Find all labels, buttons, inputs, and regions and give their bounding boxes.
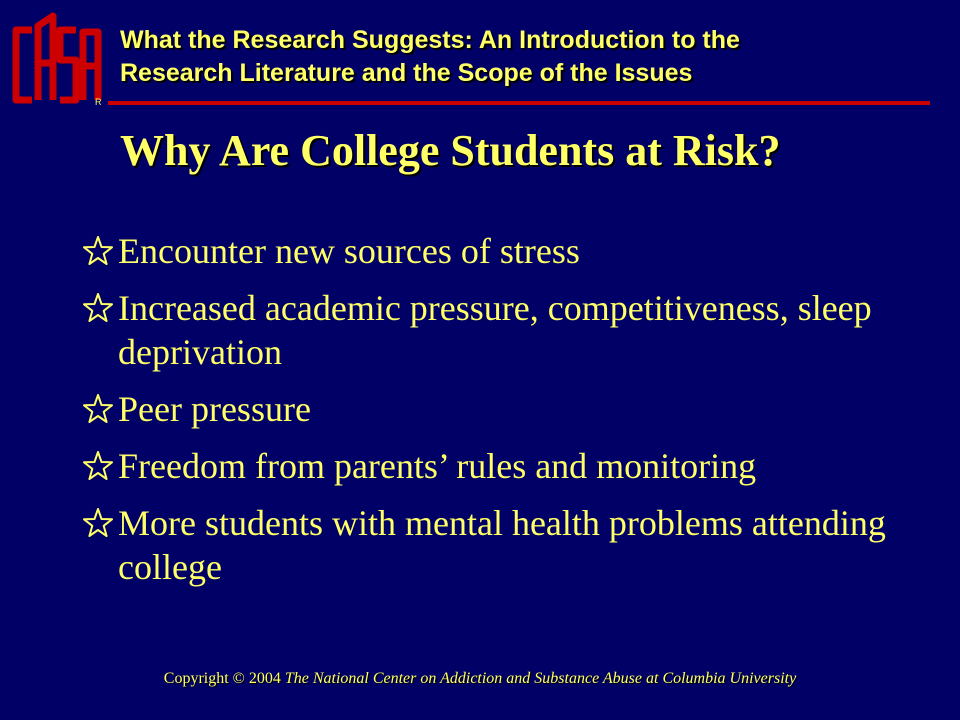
bullet-text: Peer pressure xyxy=(118,389,311,429)
header-divider xyxy=(108,101,930,105)
bullet-item xyxy=(80,229,910,273)
bullet-item xyxy=(80,286,910,374)
bullet-text: More students with mental health problems attending college xyxy=(118,503,886,587)
header-line-1: What the Research Suggests: An Introduction to the xyxy=(120,26,740,54)
bullet-text: Increased academic pressure, competitiveness, sleep deprivation xyxy=(118,288,872,372)
casa-logo-icon xyxy=(10,8,110,108)
organization-name: The National Center on Addiction and Substance Abuse at Columbia University xyxy=(284,670,797,687)
header-line-2: Research Literature and the Scope of the Issues xyxy=(120,59,693,87)
star-outline-icon xyxy=(82,235,114,267)
bullet-list xyxy=(80,229,910,602)
star-outline-icon xyxy=(82,450,114,482)
copyright-text: Copyright © 2004 xyxy=(163,670,281,687)
copyright-footer xyxy=(0,670,960,688)
star-outline-icon xyxy=(82,393,114,425)
bullet-item xyxy=(80,387,910,431)
star-outline-icon xyxy=(82,292,114,324)
presentation-header xyxy=(120,24,930,90)
bullet-text: Freedom from parents’ rules and monitoring xyxy=(118,446,757,486)
registered-mark: R xyxy=(95,97,102,107)
bullet-item xyxy=(80,444,910,488)
bullet-text: Encounter new sources of stress xyxy=(118,231,580,271)
slide-title: Why Are College Students at Risk? xyxy=(120,126,781,175)
bullet-item xyxy=(80,501,910,589)
star-outline-icon xyxy=(82,507,114,539)
